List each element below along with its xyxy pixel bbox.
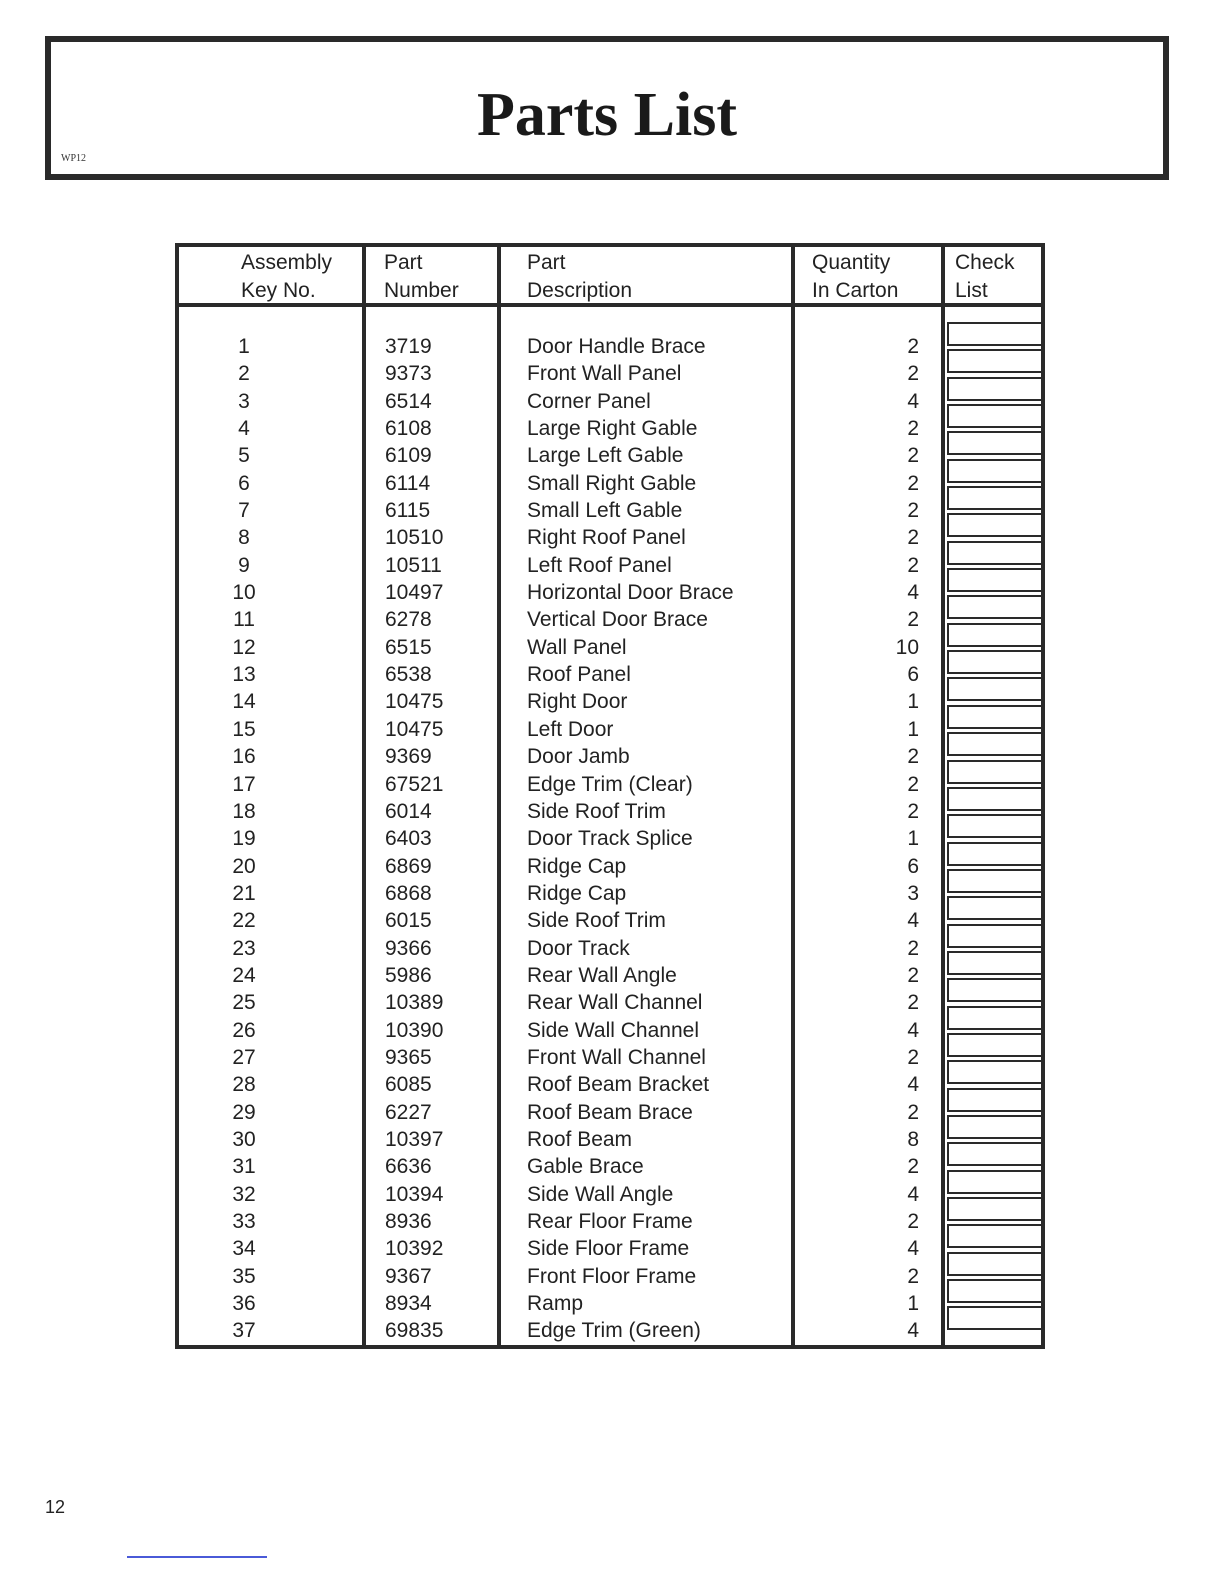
quantity-cell: 2 <box>907 1264 919 1288</box>
check-list-box[interactable] <box>947 951 1043 975</box>
quantity-cell: 1 <box>907 827 919 851</box>
table-row <box>179 825 1041 852</box>
table-row <box>179 935 1041 962</box>
check-list-box[interactable] <box>947 595 1043 619</box>
header-part-label: Part <box>527 251 566 274</box>
table-row <box>179 688 1041 715</box>
part-number-cell: 10389 <box>385 991 444 1015</box>
assembly-key-cell: 12 <box>232 635 256 659</box>
part-number-cell: 3719 <box>385 335 432 358</box>
parts-rows <box>179 333 1041 1345</box>
check-list-box[interactable] <box>947 568 1043 592</box>
quantity-cell: 2 <box>907 417 919 441</box>
header-assembly-label: Assembly <box>241 251 333 274</box>
assembly-key-cell: 11 <box>233 608 255 632</box>
part-description-cell: Rear Wall Channel <box>527 991 703 1015</box>
part-number-cell: 10475 <box>385 717 444 741</box>
quantity-cell: 2 <box>907 553 919 577</box>
part-description-cell: Door Track Splice <box>527 827 693 851</box>
part-number-cell: 6278 <box>385 608 432 632</box>
header-assembly-key <box>241 249 332 305</box>
quantity-cell: 2 <box>907 335 919 358</box>
part-number-cell: 9373 <box>385 362 432 386</box>
part-description-cell: Door Handle Brace <box>527 335 706 358</box>
quantity-cell: 2 <box>907 608 919 632</box>
table-row <box>179 1017 1041 1044</box>
quantity-cell: 10 <box>895 635 919 659</box>
assembly-key-cell: 2 <box>238 362 250 386</box>
part-description-cell: Roof Beam Brace <box>527 1100 693 1124</box>
table-row <box>179 1071 1041 1098</box>
header-description-label: Description <box>527 279 633 302</box>
quantity-cell: 4 <box>907 581 919 605</box>
table-row <box>179 798 1041 825</box>
part-number-cell: 9366 <box>385 936 432 960</box>
quantity-cell: 4 <box>907 1237 919 1261</box>
assembly-key-cell: 3 <box>238 389 250 413</box>
table-row <box>179 1317 1041 1344</box>
assembly-key-cell: 8 <box>238 526 250 550</box>
part-description-cell: Rear Wall Angle <box>527 963 677 987</box>
table-row <box>179 333 1041 360</box>
assembly-key-cell: 5 <box>238 444 250 468</box>
header-key-no-label: Key No. <box>241 279 316 302</box>
check-list-box[interactable] <box>947 1060 1043 1084</box>
assembly-key-cell: 28 <box>232 1073 256 1097</box>
assembly-key-cell: 26 <box>232 1018 256 1042</box>
table-row <box>179 442 1041 469</box>
table-row <box>179 497 1041 524</box>
part-description-cell: Small Right Gable <box>527 471 697 495</box>
part-number-cell: 6227 <box>385 1100 432 1124</box>
quantity-cell: 2 <box>907 799 919 823</box>
part-number-cell: 6868 <box>385 881 432 905</box>
header-part-number <box>384 249 459 305</box>
check-list-box[interactable] <box>947 1279 1043 1303</box>
check-list-box[interactable] <box>947 760 1043 784</box>
footer-link-underline <box>127 1556 267 1558</box>
table-row <box>179 524 1041 551</box>
assembly-key-cell: 1 <box>238 335 250 358</box>
quantity-cell: 2 <box>907 936 919 960</box>
header-quantity-label: Quantity <box>812 251 891 274</box>
table-row <box>179 1235 1041 1262</box>
table-row <box>179 771 1041 798</box>
table-row <box>179 1181 1041 1208</box>
quantity-cell: 6 <box>907 854 919 878</box>
quantity-cell: 2 <box>907 991 919 1015</box>
part-description-cell: Ridge Cap <box>527 854 627 878</box>
assembly-key-cell: 20 <box>232 854 256 878</box>
table-row <box>179 1126 1041 1153</box>
assembly-key-cell: 31 <box>232 1155 256 1179</box>
header-check-list <box>955 249 1015 305</box>
part-number-cell: 8936 <box>385 1210 432 1233</box>
part-number-cell: 6115 <box>385 499 431 523</box>
part-number-cell: 6015 <box>385 909 432 933</box>
check-list-box[interactable] <box>947 869 1043 893</box>
part-description-cell: Side Floor Frame <box>527 1237 690 1261</box>
check-list-box[interactable] <box>947 349 1043 373</box>
header-part-description <box>527 249 632 305</box>
assembly-key-cell: 18 <box>232 799 256 823</box>
check-list-box[interactable] <box>947 322 1043 346</box>
part-description-cell: Vertical Door Brace <box>527 608 708 632</box>
check-list-box[interactable] <box>947 650 1043 674</box>
check-list-box[interactable] <box>947 1006 1043 1030</box>
table-row <box>179 880 1041 907</box>
assembly-key-cell: 19 <box>232 827 256 851</box>
part-description-cell: Side Roof Trim <box>527 799 666 823</box>
header-list-label: List <box>955 279 988 302</box>
table-row <box>179 1044 1041 1071</box>
check-list-box[interactable] <box>947 787 1043 811</box>
quantity-cell: 2 <box>907 444 919 468</box>
assembly-key-cell: 9 <box>238 553 250 577</box>
quantity-cell: 4 <box>907 1319 919 1343</box>
part-number-cell: 6636 <box>385 1155 432 1179</box>
part-description-cell: Side Wall Angle <box>527 1182 674 1206</box>
quantity-cell: 2 <box>907 1100 919 1124</box>
part-description-cell: Front Floor Frame <box>527 1264 697 1288</box>
table-row <box>179 743 1041 770</box>
quantity-cell: 8 <box>907 1127 919 1151</box>
title-banner <box>45 36 1169 180</box>
part-number-cell: 10511 <box>385 553 442 577</box>
part-description-cell: Corner Panel <box>527 389 651 413</box>
quantity-cell: 4 <box>907 909 919 933</box>
check-list-box[interactable] <box>947 486 1043 510</box>
table-row <box>179 716 1041 743</box>
quantity-cell: 4 <box>907 1182 919 1206</box>
part-number-cell: 10475 <box>385 690 444 714</box>
assembly-key-cell: 14 <box>232 690 256 714</box>
check-list-box[interactable] <box>947 842 1043 866</box>
assembly-key-cell: 23 <box>232 936 256 960</box>
quantity-cell: 2 <box>907 362 919 386</box>
assembly-key-cell: 15 <box>232 717 256 741</box>
part-number-cell: 9367 <box>385 1264 432 1288</box>
part-number-cell: 6114 <box>385 471 431 495</box>
check-list-box[interactable] <box>947 1142 1043 1166</box>
part-description-cell: Edge Trim (Green) <box>527 1319 701 1343</box>
part-number-cell: 10510 <box>385 526 444 550</box>
part-number-cell: 10394 <box>385 1182 444 1206</box>
part-number-cell: 69835 <box>385 1319 444 1343</box>
check-list-box[interactable] <box>947 1306 1043 1330</box>
part-number-cell: 6403 <box>385 827 432 851</box>
part-number-cell: 6108 <box>385 417 432 441</box>
part-description-cell: Left Roof Panel <box>527 553 672 577</box>
page-title: Parts List <box>476 81 738 149</box>
check-list-box[interactable] <box>947 459 1043 483</box>
assembly-key-cell: 25 <box>232 991 256 1015</box>
quantity-cell: 2 <box>907 1155 919 1179</box>
quantity-cell: 2 <box>907 963 919 987</box>
check-list-box[interactable] <box>947 896 1043 920</box>
part-description-cell: Side Wall Channel <box>527 1018 699 1042</box>
table-row <box>179 360 1041 387</box>
table-row <box>179 661 1041 688</box>
part-description-cell: Roof Panel <box>527 663 631 687</box>
header-number-label: Number <box>384 279 459 302</box>
table-row <box>179 470 1041 497</box>
part-description-cell: Large Right Gable <box>527 417 698 441</box>
part-description-cell: Small Left Gable <box>527 499 683 523</box>
assembly-key-cell: 37 <box>232 1319 256 1343</box>
parts-table <box>175 243 1045 1349</box>
table-row <box>179 606 1041 633</box>
table-row <box>179 989 1041 1016</box>
part-description-cell: Ramp <box>527 1292 584 1316</box>
table-row <box>179 1263 1041 1290</box>
quantity-cell: 2 <box>907 526 919 550</box>
part-description-cell: Large Left Gable <box>527 444 684 468</box>
assembly-key-cell: 21 <box>232 881 256 905</box>
part-description-cell: Door Track <box>527 936 630 960</box>
header-in-carton-label: In Carton <box>812 279 899 302</box>
assembly-key-cell: 13 <box>232 663 256 687</box>
check-list-box[interactable] <box>947 705 1043 729</box>
part-number-cell: 9365 <box>385 1045 432 1069</box>
assembly-key-cell: 4 <box>238 417 250 441</box>
assembly-key-cell: 17 <box>232 772 256 796</box>
check-list-box[interactable] <box>947 732 1043 756</box>
part-number-cell: 6014 <box>385 799 432 823</box>
quantity-cell: 2 <box>907 1210 919 1233</box>
check-list-box[interactable] <box>947 924 1043 948</box>
table-row <box>179 1290 1041 1317</box>
part-description-cell: Front Wall Channel <box>527 1045 706 1069</box>
quantity-cell: 1 <box>907 717 919 741</box>
part-description-cell: Left Door <box>527 717 614 741</box>
assembly-key-cell: 16 <box>232 745 256 769</box>
table-row <box>179 962 1041 989</box>
part-description-cell: Roof Beam Bracket <box>527 1073 710 1097</box>
assembly-key-cell: 27 <box>232 1045 256 1069</box>
header-check-label: Check <box>955 251 1015 274</box>
quantity-cell: 2 <box>907 772 919 796</box>
check-list-box[interactable] <box>947 1170 1043 1194</box>
table-row <box>179 552 1041 579</box>
part-description-cell: Edge Trim (Clear) <box>527 772 693 796</box>
check-list-box[interactable] <box>947 541 1043 565</box>
quantity-cell: 4 <box>907 1073 919 1097</box>
assembly-key-cell: 6 <box>238 471 250 495</box>
table-row <box>179 415 1041 442</box>
part-number-cell: 6085 <box>385 1073 432 1097</box>
quantity-cell: 4 <box>907 1018 919 1042</box>
part-number-cell: 6514 <box>385 389 432 413</box>
document-code: WP12 <box>61 153 86 164</box>
check-list-box[interactable] <box>947 978 1043 1002</box>
part-number-cell: 6515 <box>385 635 432 659</box>
part-number-cell: 8934 <box>385 1292 432 1316</box>
part-description-cell: Rear Floor Frame <box>527 1210 693 1233</box>
assembly-key-cell: 10 <box>232 581 256 605</box>
quantity-cell: 3 <box>907 881 919 905</box>
assembly-key-cell: 33 <box>232 1210 256 1233</box>
assembly-key-cell: 24 <box>232 963 256 987</box>
assembly-key-cell: 32 <box>232 1182 256 1206</box>
part-number-cell: 10397 <box>385 1127 444 1151</box>
table-row <box>179 853 1041 880</box>
table-row <box>179 1208 1041 1235</box>
check-list-box[interactable] <box>947 513 1043 537</box>
table-row <box>179 579 1041 606</box>
part-number-cell: 6869 <box>385 854 432 878</box>
quantity-cell: 2 <box>907 471 919 495</box>
table-row <box>179 388 1041 415</box>
part-number-cell: 67521 <box>385 772 444 796</box>
quantity-cell: 2 <box>907 499 919 523</box>
check-list-box[interactable] <box>947 623 1043 647</box>
check-list-box[interactable] <box>947 404 1043 428</box>
page-number: 12 <box>45 1497 66 1517</box>
table-row <box>179 1099 1041 1126</box>
part-description-cell: Door Jamb <box>527 745 630 769</box>
check-list-box[interactable] <box>947 1252 1043 1276</box>
assembly-key-cell: 35 <box>232 1264 256 1288</box>
table-row <box>179 1153 1041 1180</box>
check-list-box[interactable] <box>947 377 1043 401</box>
table-row <box>179 907 1041 934</box>
quantity-cell: 2 <box>907 745 919 769</box>
check-list-box[interactable] <box>947 1115 1043 1139</box>
check-list-box[interactable] <box>947 1033 1043 1057</box>
quantity-cell: 1 <box>907 690 919 714</box>
part-number-cell: 10390 <box>385 1018 444 1042</box>
check-list-box[interactable] <box>947 814 1043 838</box>
part-description-cell: Wall Panel <box>527 635 627 659</box>
quantity-cell: 4 <box>907 389 919 413</box>
assembly-key-cell: 7 <box>238 499 250 523</box>
part-number-cell: 10497 <box>385 581 444 605</box>
part-description-cell: Side Roof Trim <box>527 909 666 933</box>
assembly-key-cell: 29 <box>232 1100 256 1124</box>
check-list-box[interactable] <box>947 1224 1043 1248</box>
quantity-cell: 6 <box>907 663 919 687</box>
quantity-cell: 2 <box>907 1045 919 1069</box>
check-list-box[interactable] <box>947 677 1043 701</box>
part-description-cell: Roof Beam <box>527 1127 633 1151</box>
assembly-key-cell: 30 <box>232 1127 256 1151</box>
check-list-box[interactable] <box>947 431 1043 455</box>
table-row <box>179 634 1041 661</box>
part-number-cell: 10392 <box>385 1237 444 1261</box>
part-description-cell: Gable Brace <box>527 1155 644 1179</box>
part-number-cell: 9369 <box>385 745 432 769</box>
quantity-cell: 1 <box>907 1292 919 1316</box>
part-description-cell: Right Door <box>527 690 628 714</box>
assembly-key-cell: 22 <box>232 909 256 933</box>
check-list-box[interactable] <box>947 1088 1043 1112</box>
assembly-key-cell: 34 <box>232 1237 256 1261</box>
part-description-cell: Right Roof Panel <box>527 526 686 550</box>
part-description-cell: Horizontal Door Brace <box>527 581 734 605</box>
part-number-cell: 6538 <box>385 663 432 687</box>
part-description-cell: Front Wall Panel <box>527 362 682 386</box>
header-quantity <box>812 249 898 305</box>
part-description-cell: Ridge Cap <box>527 881 627 905</box>
part-number-cell: 5986 <box>385 963 432 987</box>
header-part-label: Part <box>384 251 423 274</box>
assembly-key-cell: 36 <box>232 1292 256 1316</box>
check-list-box[interactable] <box>947 1197 1043 1221</box>
part-number-cell: 6109 <box>385 444 432 468</box>
